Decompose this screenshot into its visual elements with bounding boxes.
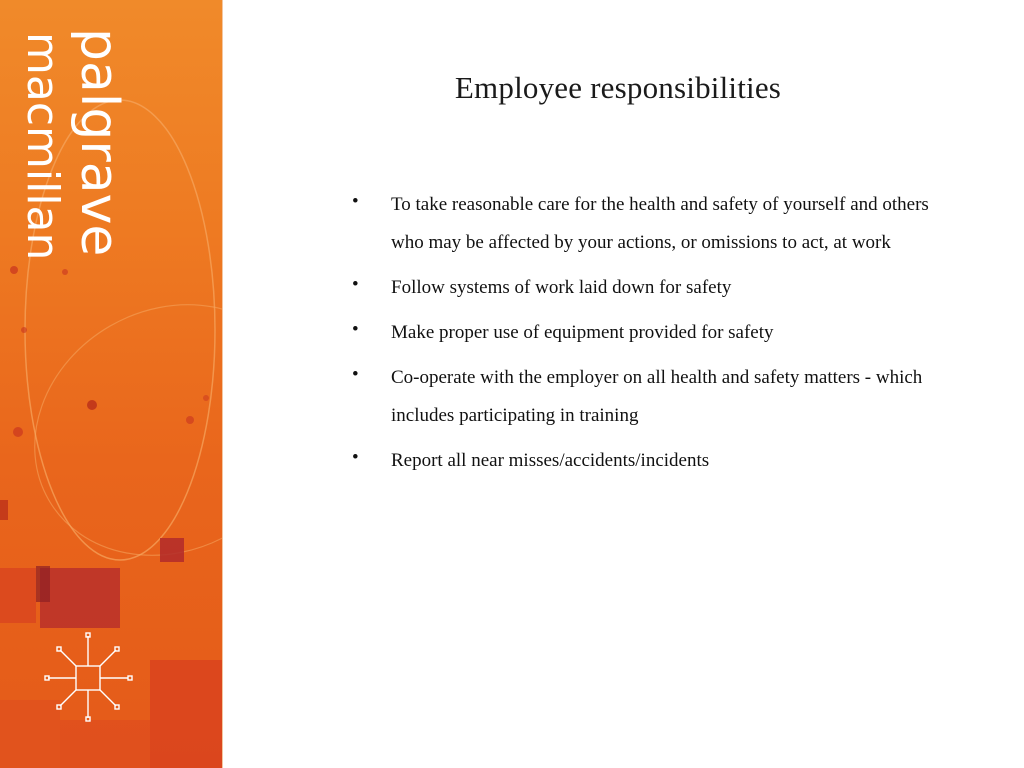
bullet-text: Report all near misses/accidents/incidents [391, 450, 710, 471]
logo-line-macmillan: macmillan [22, 32, 68, 261]
bullet-icon: • [352, 364, 359, 385]
bullet-icon: • [352, 447, 359, 468]
bullet-item [352, 359, 952, 435]
bullet-icon: • [352, 319, 359, 340]
slide-title: Employee responsibilities [454, 70, 782, 105]
bullet-item [352, 269, 952, 307]
bullet-item [352, 442, 952, 480]
bullet-text: Follow systems of work laid down for safety [391, 277, 732, 298]
bullet-icon: • [352, 274, 359, 295]
bullet-text: Make proper use of equipment provided for safety [391, 322, 774, 343]
brand-band [0, 0, 222, 768]
logo-line-palgrave: palgrave [69, 28, 129, 257]
bullet-list [352, 186, 952, 487]
bullet-text: Co-operate with the employer on all health and safety matters - which includes participating in training [391, 367, 923, 426]
bullet-item [352, 186, 952, 262]
bullet-text: To take reasonable care for the health and safety of yourself and others who may be affected by your actions, or omissions to act, at work [391, 194, 929, 253]
bullet-icon: • [352, 191, 359, 212]
band-divider [222, 0, 223, 768]
palgrave-macmillan-logo [22, 24, 142, 274]
bullet-item [352, 314, 952, 352]
